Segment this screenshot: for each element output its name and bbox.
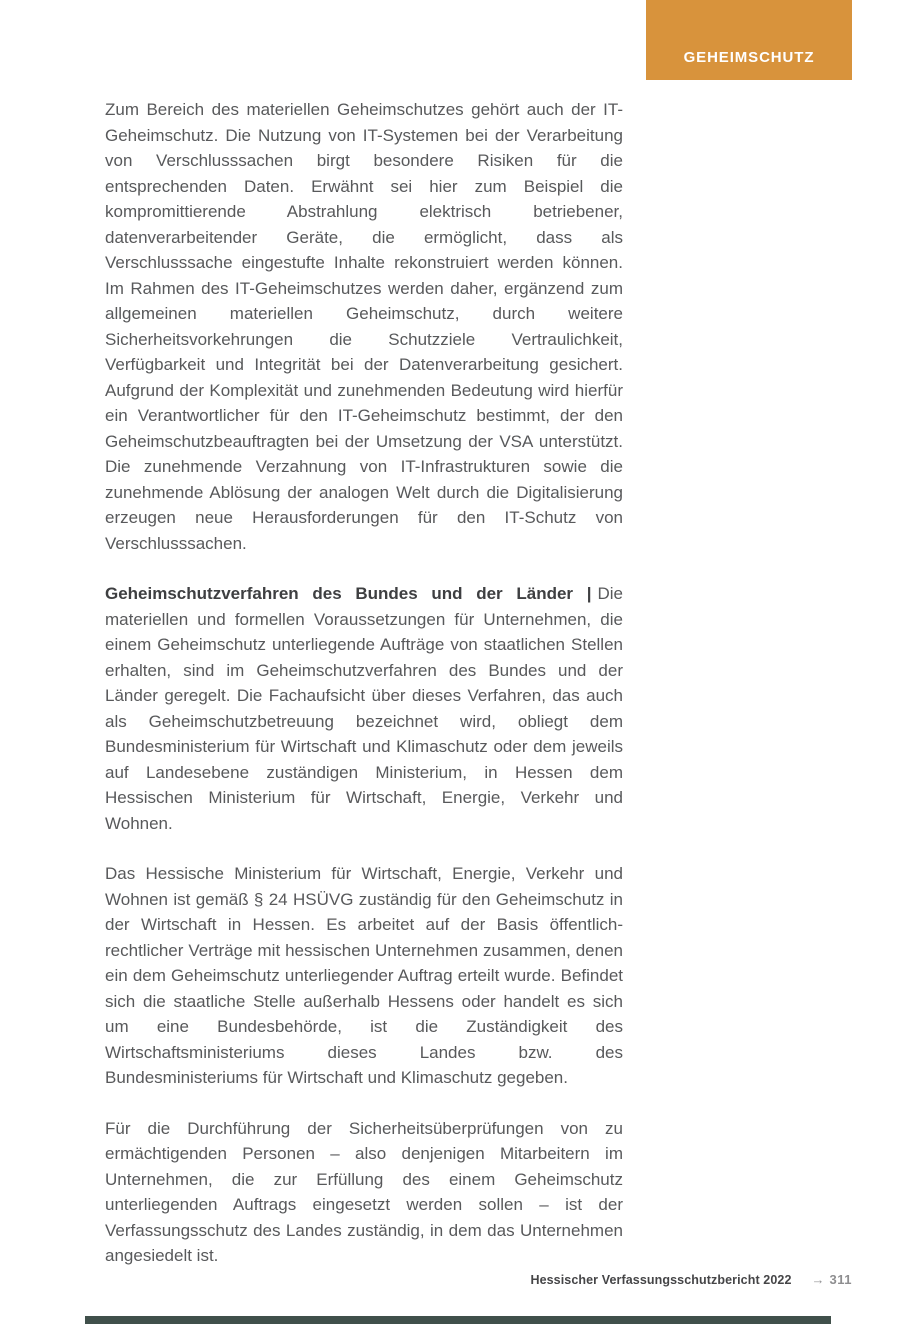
paragraph-text: Das Hessische Ministerium für Wirtschaft, Energie, Verkehr und Wohnen ist gemäß § 24 HSÜVG zuständig für den Geheimschutz in der Wirtschaft in Hessen. Es arbeitet auf der Basis öffentlich-rechtlicher Verträge mit hessischen Unternehmen zusammen, denen ein dem Geheimschutz unterliegender Auftrag erteilt wurde. Befindet sich die staatliche Stelle außerhalb Hessens oder handelt es sich um eine Bundesbehörde, ist die Zuständigkeit des Wirtschaftsministeriums dieses Landes bzw. des Bundesministeriums für Wirtschaft und Klimaschutz gegeben. xyxy=(105,864,623,1087)
paragraph-text: Für die Durchführung der Sicherheitsüberprüfungen von zu ermächtigenden Personen – also denjenigen Mitarbeitern im Unternehmen, die zur Erfüllung des einem Geheimschutz unterliegenden Auftrags eingesetzt werden sollen – ist der Verfassungsschutz des Landes zuständig, in dem das Unternehmen angesiedelt ist. xyxy=(105,1118,623,1265)
report-title: Hessischer Verfassungsschutzbericht 2022 xyxy=(530,1273,792,1287)
body-paragraph xyxy=(105,1116,623,1269)
footer-accent-bar xyxy=(85,1316,831,1324)
paragraph-text: Zum Bereich des materiellen Geheimschutzes gehört auch der IT-Geheimschutz. Die Nutzung von IT-Systemen bei der Verarbeitung von Verschlusssachen birgt besondere Risiken für die entsprechenden Daten. Erwähnt sei hier zum Beispiel die kompromittierende Abstrahlung elektrisch betriebener, datenverarbeitender Geräte, die ermöglicht, dass als Verschlusssache eingestufte Inhalte rekonstruiert werden können. Im Rahmen des IT-Geheimschutzes werden daher, ergänzend zum allgemeinen materiellen Geheimschutz, durch weitere Sicherheitsvorkehrungen die Schutzziele Vertraulichkeit, Verfügbarkeit und Integrität bei der Datenverarbeitung gesichert. Aufgrund der Komplexität und zunehmenden Bedeutung wird hierfür ein Verantwortlicher für den IT-Geheimschutz bestimmt, der den Geheimschutzbeauftragten bei der Umsetzung der VSA unterstützt. Die zunehmende Verzahnung von IT-Infrastrukturen sowie die zunehmende Ablösung der analogen Welt durch die Digitalisierung erzeugen neue Herausforderungen für den IT-Schutz von Verschlusssachen. xyxy=(105,100,623,553)
body-paragraph xyxy=(105,97,623,556)
chapter-tab xyxy=(646,0,852,80)
body-paragraph xyxy=(105,581,623,836)
page-number: 311 xyxy=(829,1272,852,1287)
paragraph-text: Die materiellen und formellen Voraussetzungen für Unternehmen, die einem Geheimschutz unterliegende Aufträge von staatlichen Stellen erhalten, sind im Geheimschutzverfahren des Bundes und der Länder geregelt. Die Fachaufsicht über dieses Verfahren, das auch als Geheimschutzbetreuung bezeichnet wird, obliegt dem Bundesministerium für Wirtschaft und Klimaschutz oder dem jeweils auf Landesebene zuständigen Ministerium, in Hessen dem Hessischen Ministerium für Wirtschaft, Energie, Verkehr und Wohnen. xyxy=(105,584,623,833)
arrow-right-icon: → xyxy=(811,1272,825,1287)
paragraph-lead-heading: Geheimschutzverfahren des Bundes und der Länder | xyxy=(105,584,592,603)
page-footer xyxy=(530,1272,852,1287)
body-paragraph xyxy=(105,861,623,1091)
chapter-tab-label: GEHEIMSCHUTZ xyxy=(683,49,815,66)
body-text-column xyxy=(105,97,623,1294)
